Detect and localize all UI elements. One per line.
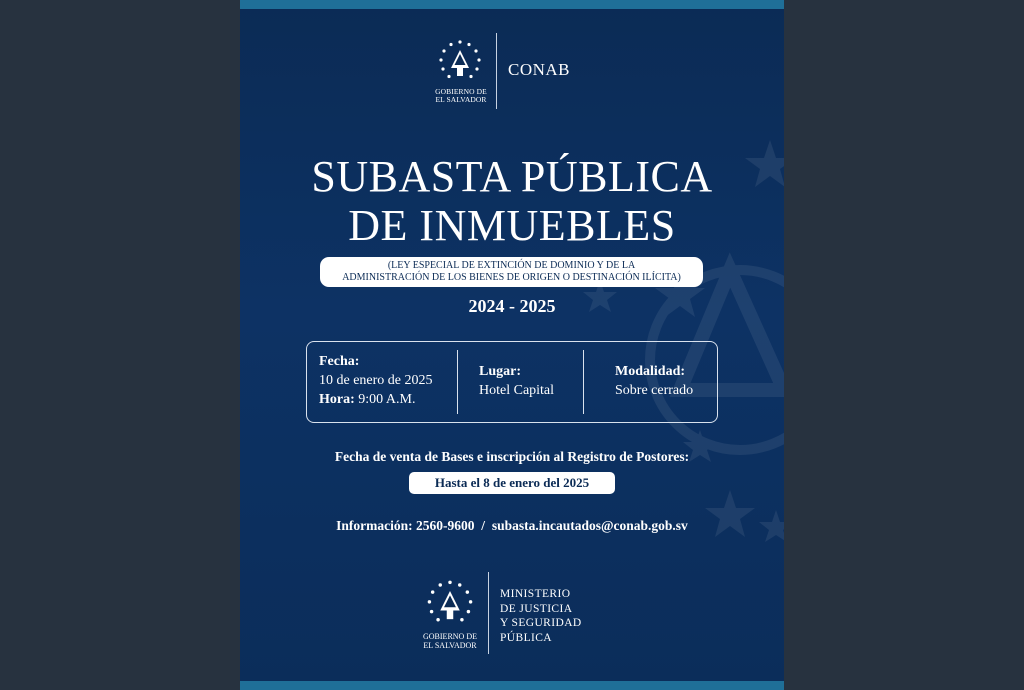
fecha-label: Fecha: — [319, 354, 360, 369]
modalidad-label: Modalidad: — [615, 364, 686, 379]
title-line1: SUBASTA PÚBLICA — [311, 152, 713, 201]
gov-el-salvador-text — [406, 632, 494, 650]
contact-label: Información: — [336, 518, 413, 533]
auction-poster — [240, 0, 784, 690]
modality-column — [615, 362, 693, 400]
logo-divider — [488, 572, 489, 654]
ministry-line2: DE JUSTICIA — [500, 602, 573, 615]
ministry-name — [500, 587, 582, 645]
bases-heading: Fecha de venta de Bases e inscripción al Registro de Postores: — [334, 449, 690, 464]
law-line1: (LEY ESPECIAL DE EXTINCIÓN DE DOMINIO Y DE LA — [387, 260, 636, 271]
law-reference-badge — [320, 257, 703, 287]
contact-phone: 2560-9600 — [416, 518, 475, 533]
bases-deadline-badge: Hasta el 8 de enero del 2025 — [409, 472, 615, 494]
lugar-label: Lugar: — [479, 364, 521, 379]
title-line2: DE INMUEBLES — [348, 201, 676, 250]
conab-header-logo — [240, 30, 784, 112]
ministry-line3: Y SEGURIDAD — [500, 617, 582, 629]
logo-divider — [496, 33, 497, 109]
law-line2: ADMINISTRACIÓN DE LOS BIENES DE ORIGEN O DESTINACIÓN ILÍCITA) — [342, 271, 681, 283]
column-divider — [457, 350, 458, 414]
lugar-value: Hotel Capital — [479, 383, 555, 398]
agency-name: CONAB — [508, 60, 571, 79]
contact-separator: / — [481, 518, 486, 533]
ministry-footer-logo — [240, 572, 784, 662]
column-divider — [583, 350, 584, 414]
gov-line2: EL SALVADOR — [435, 95, 487, 104]
hora-line — [319, 390, 433, 409]
modalidad-value: Sobre cerrado — [615, 383, 694, 398]
event-details-box — [306, 341, 718, 423]
contact-email: subasta.incautados@conab.gob.sv — [491, 518, 688, 533]
el-salvador-coat-of-arms-icon — [424, 578, 476, 630]
place-column — [479, 362, 554, 400]
ministry-line1: MINISTERIO — [500, 588, 571, 600]
gov-el-salvador-text — [416, 88, 506, 104]
gov-line2: EL SALVADOR — [423, 641, 477, 650]
gov-line1: GOBIERNO DE — [423, 632, 477, 641]
bottom-accent-stripe — [240, 681, 784, 690]
contact-line — [240, 518, 784, 534]
hora-label: Hora: — [319, 392, 355, 407]
hora-value: 9:00 A.M. — [358, 392, 416, 407]
gov-line1: GOBIERNO DE — [435, 87, 487, 96]
top-accent-stripe — [240, 0, 784, 9]
years-range: 2024 - 2025 — [468, 296, 556, 316]
date-time-column — [319, 352, 433, 409]
fecha-value: 10 de enero de 2025 — [319, 373, 433, 388]
ministry-line4: PÚBLICA — [500, 631, 553, 644]
el-salvador-coat-of-arms-icon — [436, 38, 484, 86]
